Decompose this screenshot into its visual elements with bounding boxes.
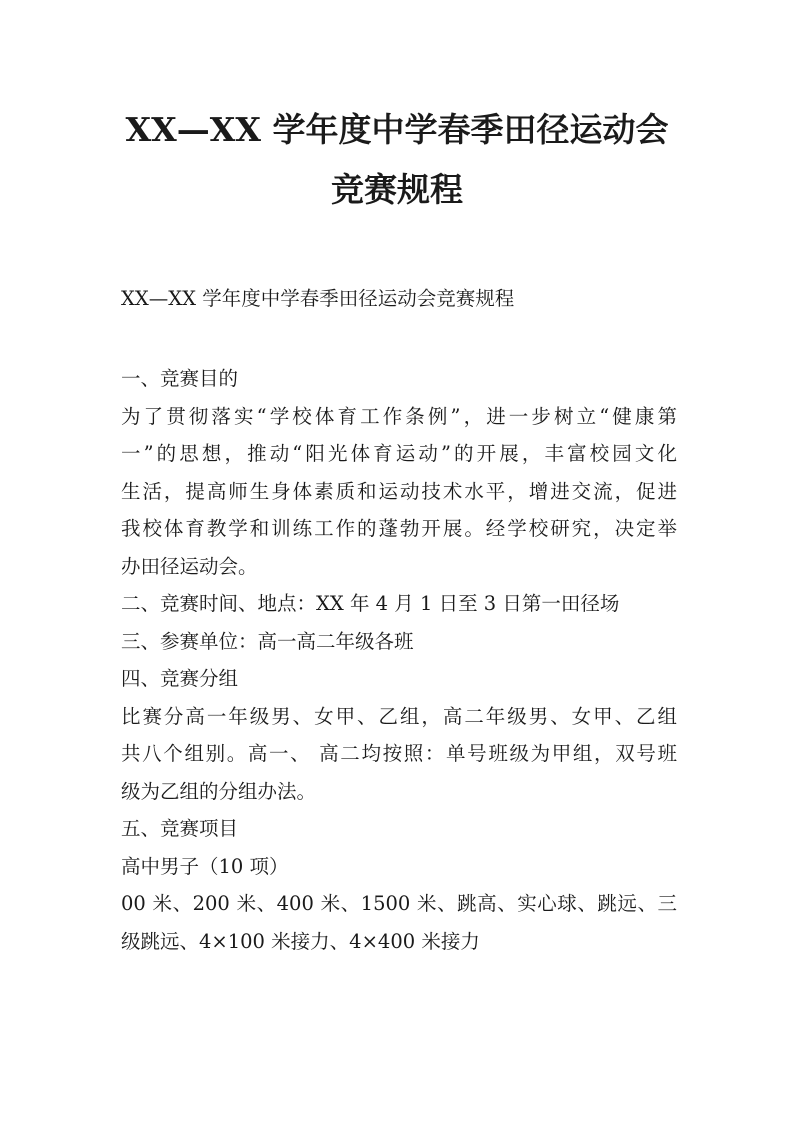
section-5-body-line: 00 米、200 米、400 米、1500 米、跳高、实心球、跳远、三 [121, 892, 677, 915]
section-4-heading: 四、竞赛分组 [121, 667, 239, 690]
document-title-line-2: 竞赛规程 [331, 170, 463, 209]
section-4-body-line: 比赛分高一年级男、女甲、乙组，高二年级男、女甲、乙组 [121, 704, 677, 728]
document-subtitle [121, 280, 677, 318]
section-1-body-line: 我校体育教学和训练工作的蓬勃开展。经学校研究，决定举 [121, 517, 677, 540]
subtitle-text: XX—XX 学年度中学春季田径运动会竞赛规程 [121, 287, 515, 310]
section-1-body-line: 一”的思想，推动“阳光体育运动”的开展，丰富校园文化 [121, 442, 677, 465]
section-5-heading: 五、竞赛项目 [121, 817, 239, 840]
section-4-body-line: 共八个组别。高一、 高二均按照：单号班级为甲组，双号班 [121, 742, 677, 765]
section-1 [121, 360, 677, 960]
section-5-subheading: 高中男子（10 项） [121, 854, 289, 878]
section-3-line: 三、参赛单位：高一高二年级各班 [121, 629, 414, 653]
section-4-body-line: 级为乙组的分组办法。 [121, 779, 317, 803]
section-1-body-line: 为了贯彻落实“学校体育工作条例”，进一步树立“健康第 [121, 404, 677, 428]
section-1-body-line: 生活，提高师生身体素质和运动技术水平，增进交流，促进 [121, 479, 677, 503]
section-2-line: 二、竞赛时间、地点：XX 年 4 月 1 日至 3 日第一田径场 [121, 592, 620, 615]
section-1-body-line: 办田径运动会。 [121, 554, 258, 578]
section-5-body-line: 级跳远、4×100 米接力、4×400 米接力 [121, 929, 480, 953]
document-title-line-1: XX—XX 学年度中学春季田径运动会 [125, 110, 669, 149]
section-1-heading: 一、竞赛目的 [121, 367, 239, 390]
